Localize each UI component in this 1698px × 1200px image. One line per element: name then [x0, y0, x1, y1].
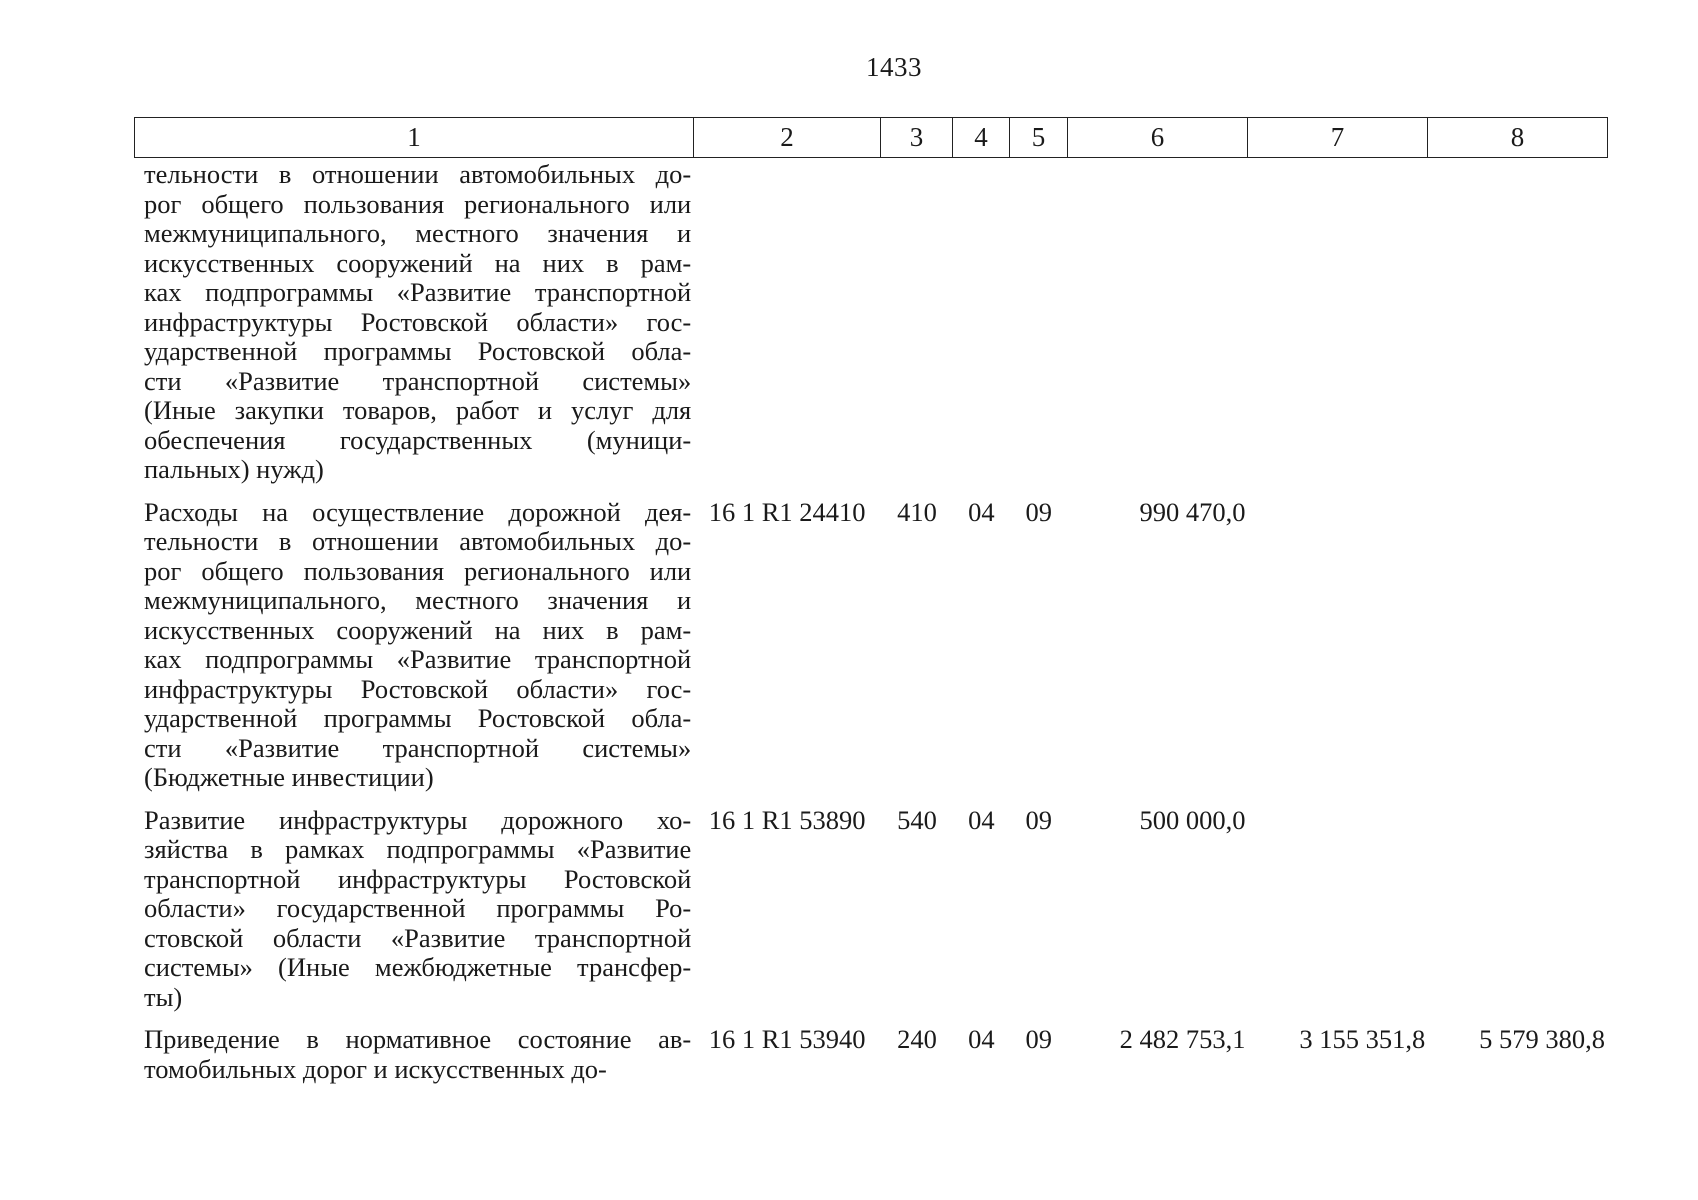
- target-item-code: 16 1 R1 53890: [708, 804, 866, 835]
- column-header-table: [134, 117, 1608, 158]
- amount-col-7: 3 155 351,8: [1299, 1024, 1426, 1054]
- description-line: рог общего пользования регионального или: [144, 188, 692, 219]
- expense-type-code: 240: [897, 1024, 937, 1054]
- description-line: ты): [144, 981, 183, 1012]
- column-header-4: 4: [953, 118, 1010, 158]
- description-line: ках подпрограммы «Развитие транспортной: [144, 644, 692, 674]
- description-line: области» государственной программы Ро-: [144, 893, 692, 923]
- description-line: пальных) нужд): [144, 454, 324, 484]
- description-line: инфраструктуры Ростовской области» гос-: [144, 673, 692, 704]
- column-header-8: 8: [1428, 118, 1608, 158]
- description-line: обеспечения государственных (муници-: [144, 424, 692, 455]
- description-line: рог общего пользования регионального или: [144, 555, 692, 586]
- amount-col-6: 990 470,0: [1139, 496, 1246, 527]
- row-description: [134, 806, 691, 1013]
- section-code: 04: [968, 496, 995, 527]
- description-line: ударственной программы Ростовской обла-: [144, 336, 692, 366]
- description-line: транспортной инфраструктуры Ростовской: [144, 863, 692, 894]
- column-header-6: 6: [1068, 118, 1248, 158]
- amount-col-6: 500 000,0: [1139, 804, 1246, 835]
- description-line: стовской области «Развитие транспортной: [144, 922, 692, 953]
- row-description: [134, 160, 691, 485]
- description-line: томобильных дорог и искусственных до-: [144, 1053, 607, 1084]
- description-line: искусственных сооружений на них в рам-: [144, 614, 692, 645]
- column-header-row: [135, 118, 1608, 158]
- page-number: 1433: [866, 52, 922, 82]
- description-line: (Иные закупки товаров, работ и услуг для: [144, 395, 692, 425]
- expense-type-code: 540: [897, 804, 937, 835]
- table-row: [134, 806, 1607, 1013]
- section-code: 04: [968, 1024, 995, 1054]
- row-description: [134, 1025, 691, 1084]
- description-line: (Бюджетные инвестиции): [144, 762, 434, 792]
- description-line: Развитие инфраструктуры дорожного хо-: [144, 804, 692, 835]
- description-line: тельности в отношении автомобильных до-: [144, 159, 692, 189]
- table-row: [134, 498, 1607, 793]
- description-line: зяйства в рамках подпрограммы «Развитие: [144, 834, 692, 864]
- description-line: Расходы на осуществление дорожной дея-: [144, 496, 692, 527]
- description-line: Приведение в нормативное состояние ав-: [144, 1024, 692, 1054]
- description-line: искусственных сооружений на них в рам-: [144, 247, 692, 278]
- expense-type-code: 410: [897, 496, 937, 527]
- target-item-code: 16 1 R1 24410: [708, 496, 866, 527]
- description-line: системы» (Иные межбюджетные трансфер-: [144, 952, 692, 982]
- target-item-code: 16 1 R1 53940: [708, 1024, 866, 1054]
- column-header-3: 3: [881, 118, 953, 158]
- budget-table-body: [134, 160, 1607, 1097]
- row-description: [134, 498, 691, 793]
- column-header-1: 1: [135, 118, 694, 158]
- section-code: 04: [968, 804, 995, 835]
- description-line: ках подпрограммы «Развитие транспортной: [144, 277, 692, 307]
- column-header-2: 2: [694, 118, 881, 158]
- description-line: сти «Развитие транспортной системы»: [144, 732, 692, 763]
- subsection-code: 09: [1025, 496, 1053, 527]
- amount-col-6: 2 482 753,1: [1119, 1024, 1246, 1054]
- column-header-5: 5: [1010, 118, 1068, 158]
- subsection-code: 09: [1025, 804, 1053, 835]
- description-line: межмуниципального, местного значения и: [144, 585, 692, 615]
- subsection-code: 09: [1025, 1024, 1053, 1054]
- amount-col-8: 5 579 380,8: [1479, 1024, 1605, 1054]
- column-header-7: 7: [1248, 118, 1428, 158]
- table-row: [134, 160, 1607, 485]
- description-line: межмуниципального, местного значения и: [144, 218, 692, 248]
- description-line: тельности в отношении автомобильных до-: [144, 526, 692, 556]
- description-line: ударственной программы Ростовской обла-: [144, 703, 692, 733]
- description-line: инфраструктуры Ростовской области» гос-: [144, 306, 692, 337]
- description-line: сти «Развитие транспортной системы»: [144, 365, 692, 396]
- table-row: [134, 1025, 1607, 1084]
